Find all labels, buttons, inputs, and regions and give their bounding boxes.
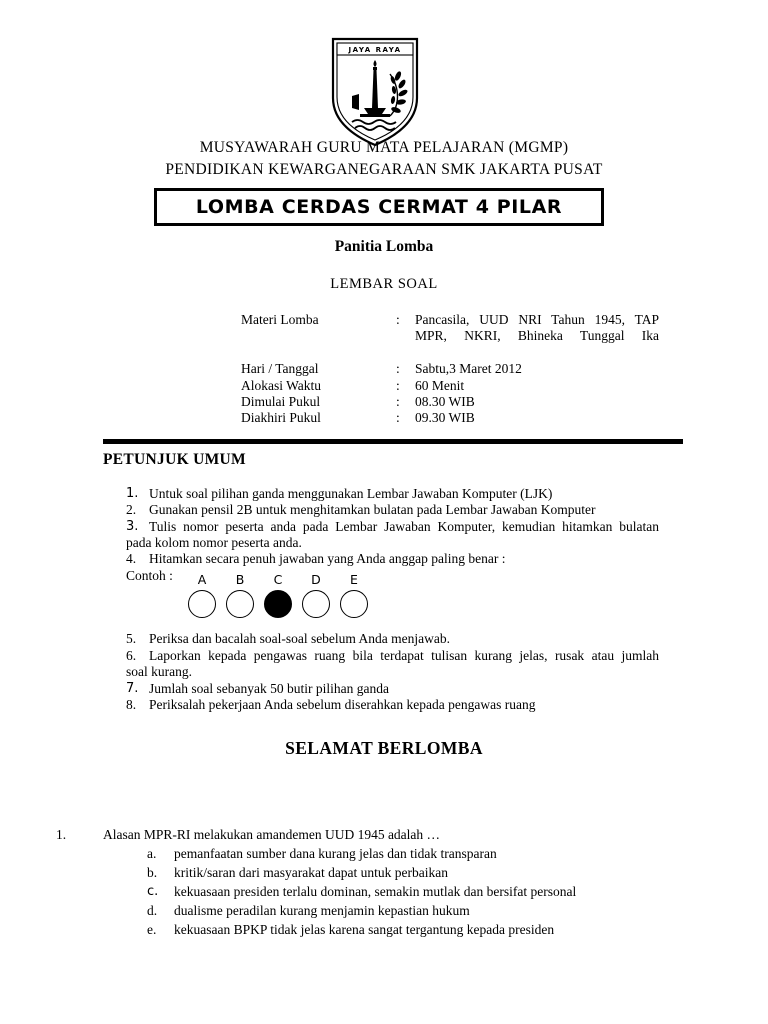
list-item-number: 6. [126, 648, 137, 663]
bubble-letter: A [197, 572, 207, 587]
answer-bubble-b [226, 590, 254, 618]
option-letter: c. [147, 884, 159, 899]
info-label: Materi Lomba [241, 312, 319, 327]
lembar-soal-label: LEMBAR SOAL [330, 276, 438, 292]
title-box [154, 188, 604, 226]
list-item-number: 2. [126, 502, 137, 517]
info-value: 09.30 WIB [415, 410, 475, 425]
panitia-label: Panitia Lomba [334, 238, 434, 255]
list-item-text: Periksalah pekerjaan Anda sebelum diserahkan kepada pengawas ruang [149, 697, 536, 712]
bubble-letter: C [273, 572, 283, 587]
info-colon: : [396, 394, 400, 409]
question-text: Alasan MPR-RI melakukan amandemen UUD 1945 adalah … [103, 827, 441, 842]
bubble-letter: E [350, 572, 358, 587]
answer-bubble-c [264, 590, 292, 618]
divider-rule [103, 439, 683, 444]
info-colon: : [396, 312, 400, 327]
list-item-number: 4. [126, 551, 137, 566]
info-label: Diakhiri Pukul [241, 410, 321, 425]
org-line-1: MUSYAWARAH GURU MATA PELAJARAN (MGMP) [199, 139, 569, 156]
option-text: pemanfaatan sumber dana kurang jelas dan tidak transparan [174, 846, 497, 861]
list-item-text: Periksa dan bacalah soal-soal sebelum Anda menjawab. [149, 631, 451, 646]
list-item-text: Jumlah soal sebanyak 50 butir pilihan ganda [149, 681, 389, 696]
list-item-continuation: pada kolom nomor peserta anda. [126, 535, 302, 550]
jakarta-emblem-icon [330, 36, 420, 148]
option-letter: a. [147, 846, 157, 861]
list-item-text: Tulis nomor peserta anda pada Lembar Jawaban Komputer, kemudian hitamkan bulatan [149, 519, 659, 534]
info-label: Hari / Tanggal [241, 361, 319, 376]
list-item-number: 5. [126, 631, 137, 646]
option-letter: b. [147, 865, 158, 880]
list-item-number: 7. [126, 681, 139, 696]
answer-bubble-e [340, 590, 368, 618]
info-colon: : [396, 361, 400, 376]
list-item-text: Hitamkan secara penuh jawaban yang Anda anggap paling benar : [149, 551, 506, 566]
list-item-text: Gunakan pensil 2B untuk menghitamkan bulatan pada Lembar Jawaban Komputer [149, 502, 596, 517]
contoh-label: Contoh : [126, 568, 173, 583]
question-number: 1. [56, 827, 67, 842]
list-item-number: 3. [126, 519, 139, 534]
info-value: Sabtu,3 Maret 2012 [415, 361, 522, 376]
option-letter: d. [147, 903, 158, 918]
option-letter: e. [147, 922, 157, 937]
answer-bubble-a [188, 590, 216, 618]
closing-heading: SELAMAT BERLOMBA [285, 738, 483, 758]
info-value: 08.30 WIB [415, 394, 475, 409]
svg-text:JAYA RAYA: JAYA RAYA [348, 46, 402, 54]
info-value: 60 Menit [415, 378, 465, 393]
list-item-number: 1. [126, 486, 139, 501]
info-colon: : [396, 378, 400, 393]
list-item-number: 8. [126, 697, 137, 712]
option-text: kritik/saran dari masyarakat dapat untuk perbaikan [174, 865, 449, 880]
list-item-continuation: soal kurang. [126, 664, 192, 679]
bubble-letter: B [235, 572, 245, 587]
info-value: MPR, NKRI, Bhineka Tunggal Ika [415, 328, 659, 343]
answer-bubble-d [302, 590, 330, 618]
list-item-text: Laporkan kepada pengawas ruang bila terdapat tulisan kurang jelas, rusak atau jumlah [149, 648, 659, 663]
info-label: Dimulai Pukul [241, 394, 321, 409]
info-value: Pancasila, UUD NRI Tahun 1945, TAP [415, 312, 659, 327]
section-heading-petunjuk: PETUNJUK UMUM [103, 451, 246, 468]
page-title: LOMBA CERDAS CERMAT 4 PILAR [195, 196, 563, 218]
jaya-raya-logo [330, 36, 420, 148]
bubble-letter: D [311, 572, 321, 587]
info-label: Alokasi Waktu [241, 378, 322, 393]
org-line-2: PENDIDIKAN KEWARGANEGARAAN SMK JAKARTA PUSAT [165, 161, 603, 178]
list-item-text: Untuk soal pilihan ganda menggunakan Lembar Jawaban Komputer (LJK) [149, 486, 553, 501]
info-colon: : [396, 410, 400, 425]
option-text: kekuasaan presiden terlalu dominan, semakin mutlak dan bersifat personal [174, 884, 577, 899]
option-text: dualisme peradilan kurang menjamin kepastian hukum [174, 903, 470, 918]
option-text: kekuasaan BPKP tidak jelas karena sangat tergantung kepada presiden [174, 922, 555, 937]
